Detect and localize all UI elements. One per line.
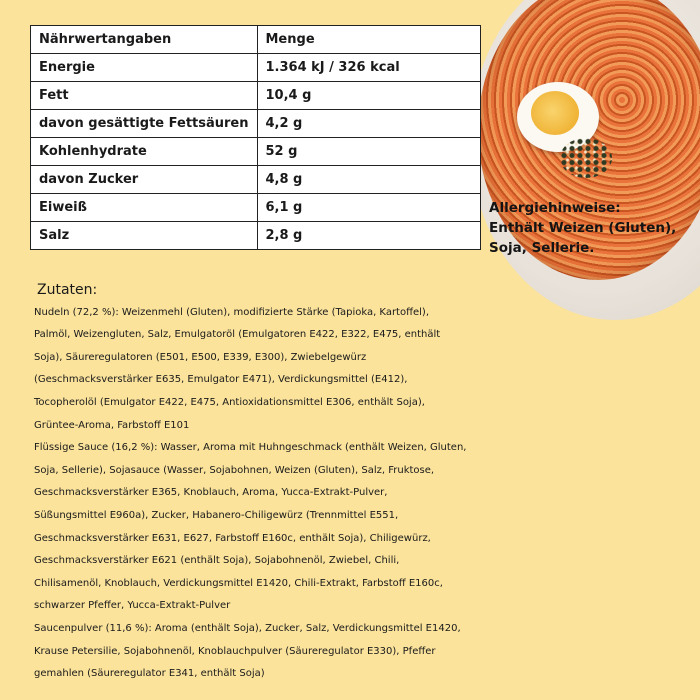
ingredients-line: Chilisamenöl, Knoblauch, Verdickungsmittel E1420, Chili-Extrakt, Farbstoff E160c,	[34, 577, 443, 589]
nutrition-row	[31, 222, 481, 250]
ingredients-line: Soja), Säureregulatoren (E501, E500, E339, E300), Zwiebelgewürz	[34, 351, 367, 363]
ingredients-line: Saucenpulver (11,6 %): Aroma (enthält Soja), Zucker, Salz, Verdickungsmittel E1420,	[34, 622, 461, 634]
ingredients-line: Palmöl, Weizengluten, Salz, Emulgatoröl (Emulgatoren E422, E322, E475, enthält	[34, 329, 441, 341]
nutrition-row	[31, 54, 481, 82]
ingredients-line: Tocopherolöl (Emulgator E422, E475, Antioxidationsmittel E306, enthält Soja),	[34, 396, 425, 408]
nutrition-value: 4,8 g	[257, 166, 480, 194]
nutrition-label: Salz	[31, 222, 258, 250]
allergy-heading: Allergiehinweise:	[489, 200, 621, 216]
nutrition-value: 2,8 g	[257, 222, 480, 250]
ingredients-line: Grüntee-Aroma, Farbstoff E101	[34, 419, 190, 431]
ingredients-heading: Zutaten:	[37, 282, 98, 298]
ingredients-line: Geschmacksverstärker E621 (enthält Soja), Sojabohnenöl, Zwiebel, Chili,	[34, 555, 400, 567]
nutrition-header-value: Menge	[257, 26, 480, 54]
nutrition-label: davon gesättigte Fettsäuren	[31, 110, 258, 138]
nutrition-value: 1.364 kJ / 326 kcal	[257, 54, 480, 82]
nutrition-row	[31, 82, 481, 110]
ingredients-line: Geschmacksverstärker E365, Knoblauch, Aroma, Yucca-Extrakt-Pulver,	[34, 487, 388, 499]
ingredients-line: Süßungsmittel E960a), Zucker, Habanero-Chiligewürz (Trennmittel E551,	[34, 509, 399, 521]
nutrition-value: 10,4 g	[257, 82, 480, 110]
nutrition-label: Energie	[31, 54, 258, 82]
allergy-notice	[489, 198, 676, 258]
nutrition-label: Kohlenhydrate	[31, 138, 258, 166]
nutrition-value: 6,1 g	[257, 194, 480, 222]
ingredients-line: gemahlen (Säureregulator E341, enthält Soja)	[34, 668, 265, 680]
allergy-line: Soja, Sellerie.	[489, 240, 595, 256]
ingredients-line: Soja, Sellerie), Sojasauce (Wasser, Sojabohnen, Weizen (Gluten), Salz, Fruktose,	[34, 464, 435, 476]
seaweed-sesame-topping	[560, 138, 612, 178]
nutrition-row	[31, 138, 481, 166]
nutrition-value: 52 g	[257, 138, 480, 166]
nutrition-row	[31, 110, 481, 138]
nutrition-table	[30, 25, 481, 250]
nutrition-header-label: Nährwertangaben	[31, 26, 258, 54]
nutrition-value: 4,2 g	[257, 110, 480, 138]
ingredients-line: Flüssige Sauce (16,2 %): Wasser, Aroma mit Huhngeschmack (enthält Weizen, Gluten,	[34, 442, 467, 454]
nutrition-row	[31, 166, 481, 194]
egg-yolk	[531, 91, 579, 135]
nutrition-row	[31, 194, 481, 222]
ingredients-line: Krause Petersilie, Sojabohnenöl, Knoblauchpulver (Säureregulator E330), Pfeffer	[34, 645, 436, 657]
ingredients-line: Geschmacksverstärker E631, E627, Farbstoff E160c, enthält Soja), Chiligewürz,	[34, 532, 431, 544]
ingredients-line: Nudeln (72,2 %): Weizenmehl (Gluten), modifizierte Stärke (Tapioka, Kartoffel),	[34, 306, 429, 318]
nutrition-label: davon Zucker	[31, 166, 258, 194]
nutrition-label: Fett	[31, 82, 258, 110]
ingredients-list	[34, 279, 698, 686]
nutrition-label: Eiweiß	[31, 194, 258, 222]
allergy-line: Enthält Weizen (Gluten),	[489, 220, 677, 236]
nutrition-header-row	[31, 26, 481, 54]
ingredients-line: schwarzer Pfeffer, Yucca-Extrakt-Pulver	[34, 600, 231, 612]
ingredients-line: (Geschmacksverstärker E635, Emulgator E471), Verdickungsmittel (E412),	[34, 374, 408, 386]
